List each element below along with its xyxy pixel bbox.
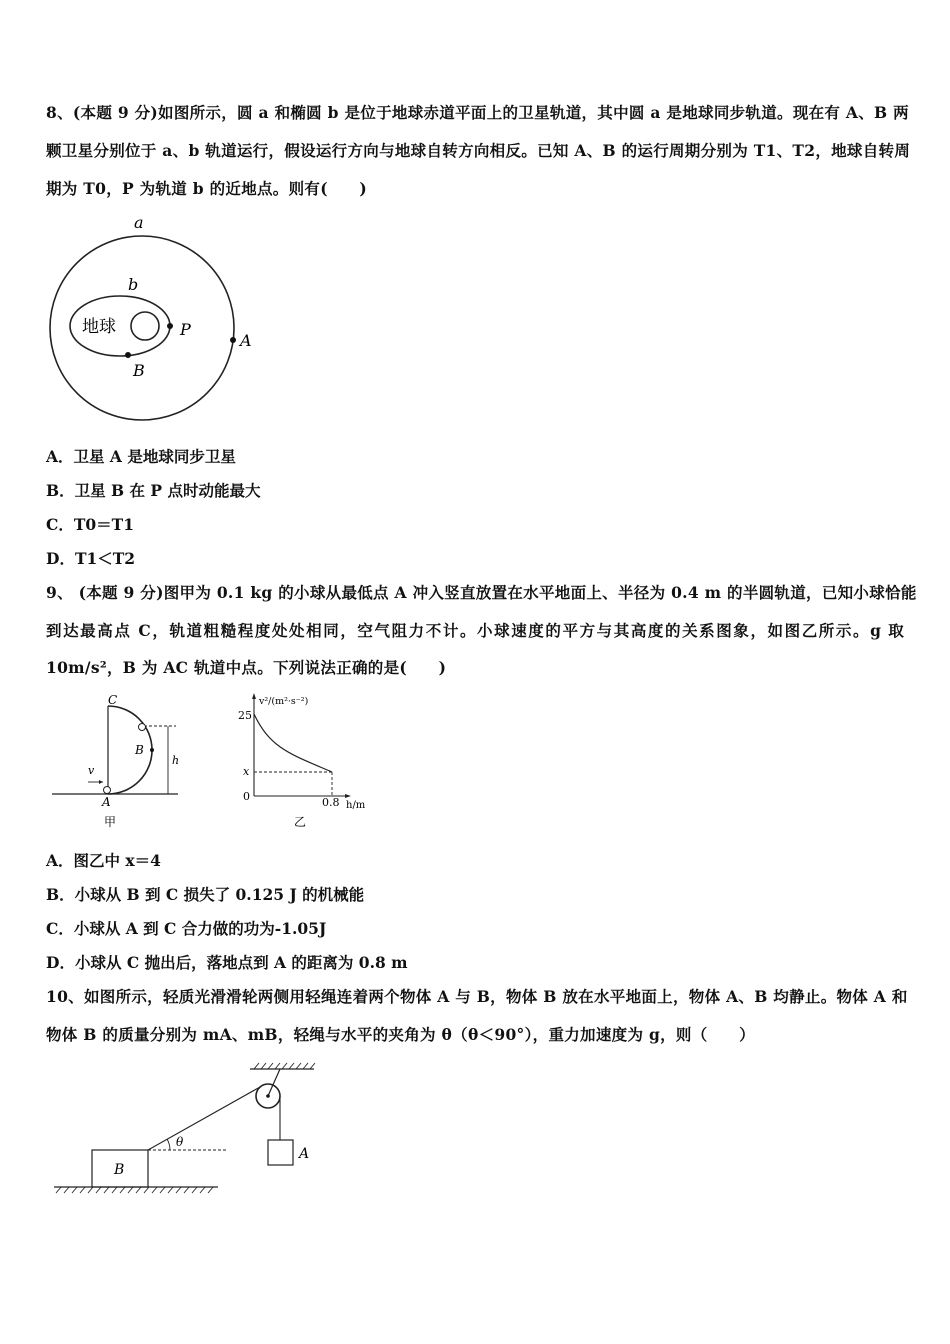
label-b: b	[128, 275, 139, 294]
ground-hatch	[56, 1187, 213, 1193]
label-h: h	[172, 754, 180, 767]
q9-option-a[interactable]: A．图乙中 x＝4	[46, 851, 161, 870]
q10-pulley-figure	[48, 1060, 328, 1200]
x-axis-label: h/m	[346, 800, 366, 811]
v2-curve	[254, 714, 332, 772]
velocity-arrowhead	[99, 780, 103, 784]
q8-orbit-figure	[48, 210, 268, 420]
q9-text-line-2: 到达最高点 C，轨道粗糙程度处处相同，空气阻力不计。小球速度的平方与其高度的关系图象，如图乙所示。g 取	[46, 621, 904, 640]
q8-option-c[interactable]: C．T0＝T1	[46, 515, 134, 534]
q9-text-line-3: 10m/s²，B 为 AC 轨道中点。下列说法正确的是( )	[46, 658, 447, 677]
label-B-jia: B	[135, 743, 144, 757]
tick-25: 25	[238, 709, 252, 722]
tick-0: 0	[243, 790, 250, 803]
q9-figure-yi	[228, 690, 388, 830]
semicircle-track	[108, 706, 152, 794]
q8-text-line-1: 8、(本题 9 分)如图所示，圆 a 和椭圆 b 是位于地球赤道平面上的卫星轨道，其中圆 a 是地球同步轨道。现在有 A、B 两	[46, 103, 909, 122]
earth-circle	[131, 312, 159, 340]
label-B-q10: B	[114, 1162, 125, 1178]
q8-option-b[interactable]: B．卫星 B 在 P 点时动能最大	[46, 481, 261, 500]
q9-option-b[interactable]: B．小球从 B 到 C 损失了 0.125 J 的机械能	[46, 885, 365, 904]
point-B-dot	[150, 748, 154, 752]
q8-text-line-2: 颗卫星分别位于 a、b 轨道运行，假设运行方向与地球自转方向相反。已知 A、B 的运行周期分别为 T1、T2，地球自转周	[46, 141, 911, 160]
tick-x: x	[243, 765, 250, 778]
ceiling-hatch	[254, 1063, 315, 1069]
ball-bottom	[104, 787, 111, 794]
label-v: v	[88, 764, 95, 777]
ball-upper	[139, 724, 146, 731]
label-earth: 地球	[82, 317, 116, 337]
label-A-jia: A	[102, 795, 111, 809]
x-axis-arrowhead	[345, 794, 351, 798]
label-theta: θ	[176, 1135, 184, 1149]
label-C: C	[108, 693, 118, 707]
pulley-axle	[266, 1094, 270, 1098]
q10-text-line-2: 物体 B 的质量分别为 mA、mB，轻绳与水平的夹角为 θ（θ＜90°），重力加速度为 g，则（ ）	[46, 1025, 755, 1044]
q9-text-line-1: 9、 (本题 9 分)图甲为 0.1 kg 的小球从最低点 A 冲入竖直放置在水平地面上、半径为 0.4 m 的半圆轨道，已知小球恰能	[46, 583, 917, 602]
label-A: A	[240, 331, 252, 350]
label-P: P	[180, 320, 191, 339]
q8-option-d[interactable]: D．T1＜T2	[46, 549, 136, 568]
q9-option-d[interactable]: D．小球从 C 抛出后，落地点到 A 的距离为 0.8 m	[46, 953, 408, 972]
satellite-B-dot	[125, 352, 131, 358]
y-axis-arrowhead	[252, 693, 256, 699]
q8-option-a[interactable]: A．卫星 A 是地球同步卫星	[46, 447, 236, 466]
label-A-q10: A	[299, 1146, 310, 1162]
label-B: B	[133, 361, 145, 380]
satellite-A-dot	[230, 337, 236, 343]
angle-arc	[167, 1139, 170, 1150]
q10-text-line-1: 10、如图所示，轻质光滑滑轮两侧用轻绳连着两个物体 A 与 B，物体 B 放在水平地面上，物体 A、B 均静止。物体 A 和	[46, 987, 908, 1006]
label-a: a	[134, 213, 144, 232]
point-P-dot	[167, 323, 173, 329]
rope-to-B	[148, 1087, 260, 1150]
q8-text-line-3: 期为 T0，P 为轨道 b 的近地点。则有( )	[46, 179, 368, 198]
tick-0-8: 0.8	[322, 796, 340, 809]
orbit-a-circle	[50, 236, 234, 420]
pulley-support	[268, 1069, 280, 1096]
q9-option-c[interactable]: C．小球从 A 到 C 合力做的功为-1.05J	[46, 919, 327, 938]
caption-yi: 乙	[294, 815, 307, 829]
caption-jia: 甲	[104, 815, 117, 829]
q9-figure-jia	[48, 690, 198, 830]
y-axis-label: v²/(m²·s⁻²)	[259, 696, 309, 707]
block-A	[268, 1140, 293, 1165]
